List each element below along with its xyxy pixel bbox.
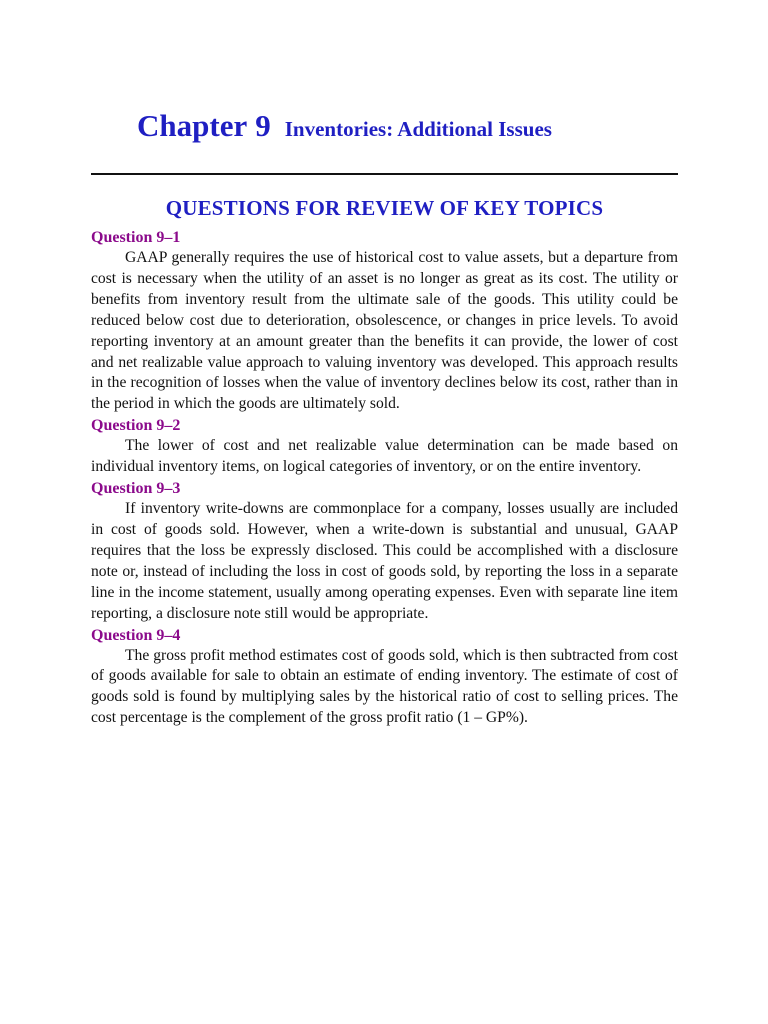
chapter-word: Chapter bbox=[137, 108, 248, 143]
question-label: Question 9–1 bbox=[91, 229, 181, 246]
question-label: Question 9–4 bbox=[91, 626, 181, 644]
question-answer: The lower of cost and net realizable value determination can be made based on individual inventory items, on logical categories of inventory, or on the entire inventory. bbox=[91, 437, 678, 476]
chapter-header bbox=[137, 108, 552, 144]
question-label: Question 9–2 bbox=[91, 417, 181, 435]
question-block-4 bbox=[91, 625, 678, 730]
chapter-number: 9 bbox=[255, 108, 271, 143]
section-title: QUESTIONS FOR REVIEW OF KEY TOPICS bbox=[165, 196, 604, 220]
question-block-1 bbox=[91, 227, 678, 415]
questions-list bbox=[91, 227, 678, 729]
question-answer: GAAP generally requires the use of historical cost to value assets, but a departure from cost is necessary when the utility of an asset is no longer as great as its cost. The utility or benefits from inventory result from the ultimate sale of the goods. This utility could be reduced below cost due to deterioration, obsolescence, or changes in price levels. To avoid reporting inventory at an amount greater than the benefits it can provide, the lower of cost and net realizable value approach to valuing inventory was developed. This approach results in the recognition of losses when the value of inventory declines below its cost, rather than in the period in which the goods are ultimately sold. bbox=[91, 249, 678, 413]
chapter-title: Inventories: Additional Issues bbox=[284, 117, 552, 141]
question-answer: If inventory write-downs are commonplace for a company, losses usually are included in cost of goods sold. However, when a write-down is substantial and unusual, GAAP requires that the loss be expressly disclosed. This could be accomplished with a disclosure note or, instead of including the loss in cost of goods sold, by reporting the loss in a separate line in the income statement, usually among operating expenses. Even with separate line item reporting, a disclosure note still would be appropriate. bbox=[91, 500, 678, 622]
question-answer: The gross profit method estimates cost of goods sold, which is then subtracted from cost of goods available for sale to obtain an estimate of ending inventory. The estimate of cost of goods sold is found by multiplying sales by the historical ratio of cost to selling prices. The cost percentage is the complement of the gross profit ratio (1 – GP%). bbox=[91, 646, 678, 727]
question-block-3 bbox=[91, 478, 678, 624]
question-label: Question 9–3 bbox=[91, 480, 181, 498]
horizontal-rule bbox=[91, 173, 678, 175]
question-block-2 bbox=[91, 415, 678, 478]
